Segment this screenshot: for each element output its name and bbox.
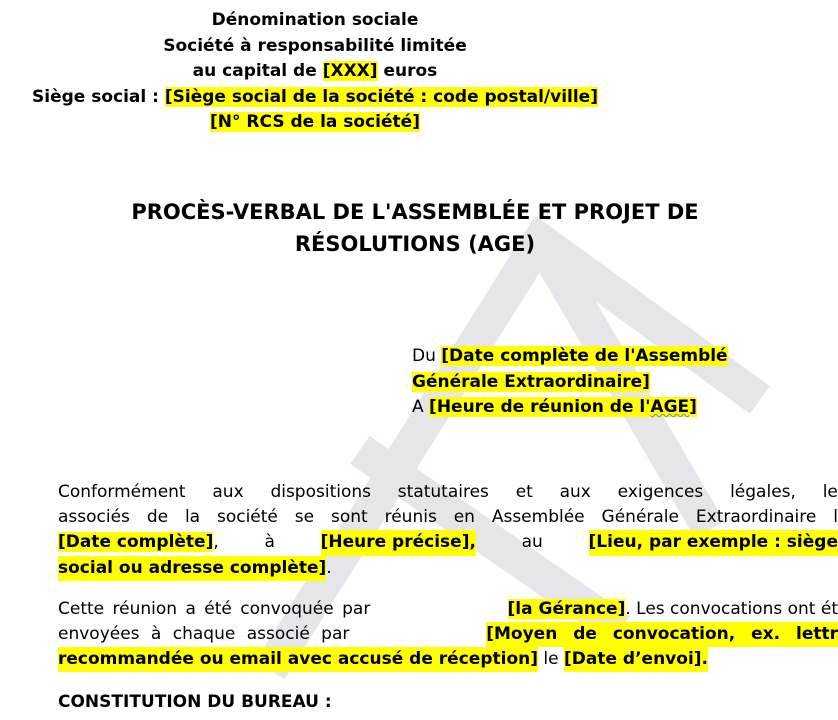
- company-header: [0, 8, 630, 136]
- company-type: Société à responsabilité limitée: [163, 35, 467, 56]
- comma: ,: [213, 532, 219, 553]
- place-placeholder-cont: social ou adresse complète]: [58, 556, 326, 581]
- paragraph2-line1: [58, 597, 838, 622]
- meeting-time-line: [412, 395, 728, 421]
- capital-placeholder: [XXX]: [322, 61, 378, 81]
- place-placeholder: [Lieu, par exemple : siège: [589, 530, 838, 555]
- convocation-text: Cette réunion a été convoquée par: [58, 598, 371, 619]
- word: Extraordinaire: [695, 507, 817, 528]
- paragraph1-line4: [58, 556, 838, 581]
- means-placeholder-cont: recommandée ou email avec accusé de réception]: [58, 647, 538, 672]
- word: société: [216, 507, 278, 528]
- company-seat: [0, 85, 630, 111]
- meeting-date-placeholder: [Date complète de l'Assemblé: [441, 346, 728, 366]
- means-placeholder: [Moyen de convocation, ex. lettr: [486, 622, 838, 647]
- paragraph1-line3: [58, 530, 838, 555]
- meeting-date-line1: [412, 344, 728, 370]
- word: Assemblée: [491, 507, 585, 528]
- meeting-info: [412, 344, 728, 421]
- word: à: [264, 532, 275, 553]
- paragraph2-line2: [58, 622, 838, 647]
- word: aux: [559, 482, 591, 502]
- company-capital: [0, 59, 630, 85]
- word: associés: [58, 507, 130, 528]
- convened-by-placeholder: [la Gérance]: [507, 598, 626, 619]
- word: l: [833, 507, 838, 528]
- word: sont: [331, 507, 368, 528]
- section-heading-bureau: CONSTITUTION DU BUREAU :: [58, 692, 332, 712]
- document-title: [70, 196, 760, 260]
- word: Générale: [601, 507, 679, 528]
- meeting-time-part-a: [Heure de réunion de l': [429, 397, 651, 417]
- document-title-line2: RÉSOLUTIONS (AGE): [294, 232, 536, 256]
- word: aux: [212, 482, 244, 502]
- word: dispositions: [270, 482, 372, 502]
- meeting-time-prefix: A: [412, 397, 424, 417]
- word: le: [543, 649, 559, 670]
- word: statutaires: [397, 482, 489, 502]
- word: Conformément: [58, 482, 186, 502]
- paragraph1-line2: [58, 505, 838, 530]
- word: se: [294, 507, 315, 528]
- convened-by-group: [508, 597, 838, 622]
- meeting-date-line2: [412, 370, 728, 396]
- meeting-date-prefix: Du: [412, 346, 436, 366]
- rcs-placeholder: [N° RCS de la société]: [210, 112, 420, 132]
- date-placeholder: [Date complète]: [58, 532, 214, 553]
- document-title-line1: PROCÈS-VERBAL DE L'ASSEMBLÉE ET PROJET DE: [131, 200, 699, 224]
- document-body: [58, 480, 838, 688]
- word: la: [184, 507, 201, 528]
- meeting-time-part-c: ]: [689, 397, 697, 417]
- paragraph-attendance: [58, 480, 838, 581]
- word: en: [453, 507, 475, 528]
- time-placeholder: [Heure précise],: [321, 530, 476, 555]
- word: de: [146, 507, 169, 528]
- seat-placeholder: [Siège social de la société : code postal/ville]: [164, 86, 598, 107]
- seat-label: Siège social :: [32, 86, 159, 107]
- meeting-date-placeholder-cont: Générale Extraordinaire]: [412, 371, 650, 392]
- capital-suffix: euros: [383, 61, 438, 81]
- meeting-time-part-b: AGE: [650, 397, 690, 417]
- paragraph2-line3: [58, 647, 838, 672]
- paragraph1-line1: [58, 480, 838, 505]
- capital-prefix: au capital de: [192, 61, 317, 81]
- company-rcs: [0, 110, 630, 136]
- word: le: [822, 482, 838, 502]
- word: légales,: [730, 482, 796, 502]
- convocation-text-cont: . Les convocations ont ét: [625, 598, 838, 619]
- word: réunis: [384, 507, 437, 528]
- sent-text: envoyées à chaque associé par: [58, 624, 350, 645]
- word: et: [515, 482, 533, 502]
- paragraph-convocation: [58, 597, 838, 673]
- word: exigences: [617, 482, 704, 502]
- meeting-time-placeholder: [429, 397, 697, 417]
- company-name: Dénomination sociale: [211, 10, 419, 30]
- period: .: [326, 557, 332, 578]
- send-date-placeholder: [Date d’envoi].: [564, 647, 708, 672]
- meeting-date-group: [58, 530, 219, 555]
- word: au: [521, 532, 543, 553]
